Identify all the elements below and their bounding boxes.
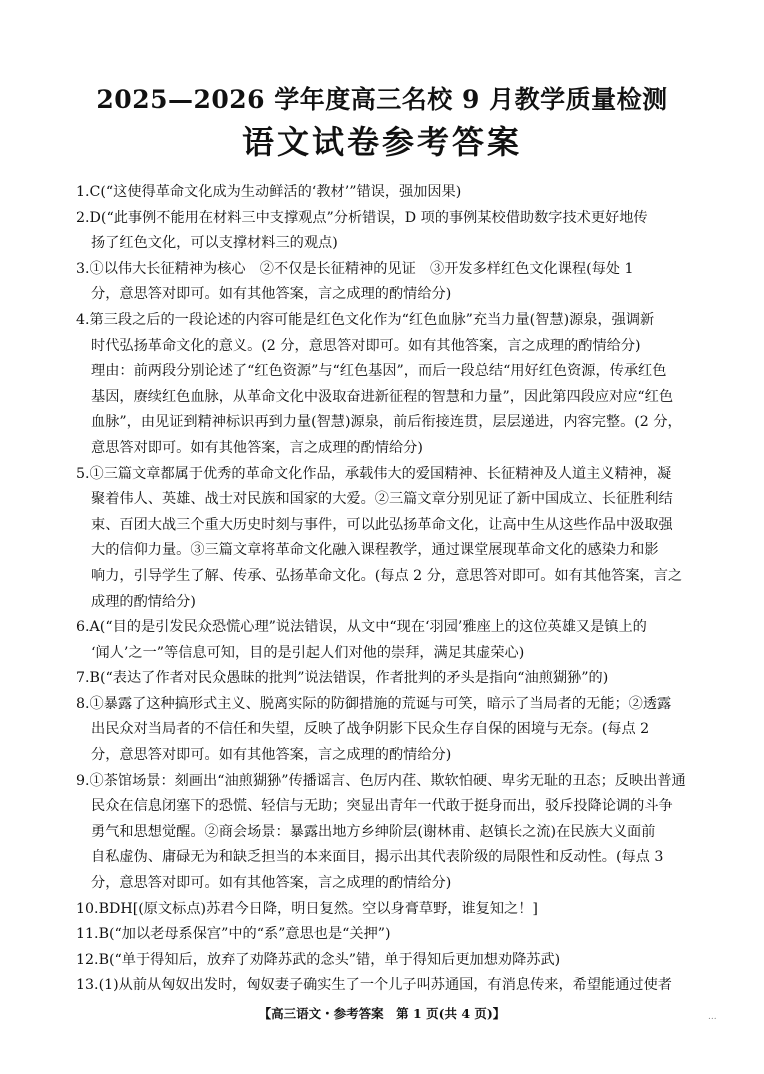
answer-list xyxy=(76,180,696,999)
answer-item-2-line: 扬了红色文化，可以支撑材料三的观点) xyxy=(91,235,338,252)
answer-item-6-line: ‘闻人’之一”等信息可知，目的是引起人们对他的崇拜，满足其虚荣心) xyxy=(91,644,525,661)
answer-item-5-line: 大的信仰力量。③三篇文章将革命文化融入课程教学，通过课堂展现革命文化的感染力和影 xyxy=(91,542,659,559)
answer-item-10: 10.BDH[(原文标点)苏君今日降，明日复然。空以身膏草野，谁复知之！] xyxy=(76,900,538,917)
answer-item-9-line: 民众在信息闭塞下的恐慌、轻信与无助；突显出青年一代敢于挺身而出，驳斥投降论调的斗争 xyxy=(91,798,673,815)
answer-item-3: 3.①以伟大长征精神为核心 ②不仅是长征精神的见证 ③开发多样红色文化课程(每处 1 xyxy=(76,260,634,277)
answer-item-1: 1.C(“这使得革命文化成为生动鲜活的‘教材’”错误，强加因果) xyxy=(76,184,462,200)
answer-item-4: 4.第三段之后的一段论述的内容可能是红色文化作为“红色血脉”充当力量(智慧)源泉，强调新 xyxy=(76,311,655,328)
answer-item-8-line: 出民众对当局者的不信任和失望，反映了战争阴影下民众生存自保的困境与无奈。(每点 2 xyxy=(91,721,650,738)
answer-item-4-line: 血脉”，由见证到精神标识再到力量(智慧)源泉，前后衔接连贯，层层递进，内容完整。(2 分， xyxy=(91,414,682,431)
answer-item-3-line: 分，意思答对即可。如有其他答案，言之成理的酌情给分) xyxy=(91,286,452,303)
answer-item-4-line: 理由：前两段分别论述了“红色资源”与“红色基因”，而后一段总结“用好红色资源，传承红色 xyxy=(91,363,667,380)
answer-item-8: 8.①暴露了这种搞形式主义、脱离实际的防御措施的荒诞与可笑，暗示了当局者的无能；②透露 xyxy=(76,695,672,712)
answer-item-6: 6.A(“目的是引发民众恐慌心理”说法错误，从文中“现在‘羽园’雅座上的这位英雄又是镇上的 xyxy=(76,619,647,636)
answer-item-5-line: 响力，引导学生了解、传承、弘扬革命文化。(每点 2 分，意思答对即可。如有其他答案，言之 xyxy=(91,567,683,584)
answer-key-title: 语文试卷参考答案 xyxy=(241,123,522,161)
answer-item-8-line: 分，意思答对即可。如有其他答案，言之成理的酌情给分) xyxy=(91,747,452,764)
answer-item-13: 13.(1)从前从匈奴出发时，匈奴妻子确实生了一个儿子叫苏通国，有消息传来，希望能通过使者 xyxy=(76,977,672,994)
answer-item-11: 11.B(“加以老母系保宫”中的“系”意思也是“关押”) xyxy=(76,926,391,943)
answer-item-4-line: 时代弘扬革命文化的意义。(2 分，意思答对即可。如有其他答案，言之成理的酌情给分) xyxy=(91,337,641,354)
answer-item-9-line: 分，意思答对即可。如有其他答案，言之成理的酌情给分) xyxy=(91,875,452,892)
exam-title: 2025—2026 学年度高三名校 9 月教学质量检测 xyxy=(96,85,668,114)
page-mark: ... xyxy=(708,1012,717,1022)
answer-item-4-line: 基因，赓续红色血脉，从革命文化中汲取奋进新征程的智慧和力量”，因此第四段应对应“红色 xyxy=(91,388,674,405)
answer-item-4-line: 意思答对即可。如有其他答案，言之成理的酌情给分) xyxy=(91,439,423,456)
answer-item-12: 12.B(“单于得知后，放弃了劝降苏武的念头”错，单于得知后更加想劝降苏武) xyxy=(76,951,561,968)
answer-item-5-line: 聚着伟人、英雄、战士对民族和国家的大爱。②三篇文章分别见证了新中国成立、长征胜利结 xyxy=(91,491,673,508)
answer-item-9-line: 自私虚伪、庸碌无为和缺乏担当的本来面目，揭示出其代表阶级的局限性和反动性。(每点 3 xyxy=(91,849,664,866)
answer-item-7: 7.B(“表达了作者对民众愚昧的批判”说法错误，作者批判的矛头是指向“油煎猢狲”的) xyxy=(76,670,609,687)
page-footer: 【高三语文・参考答案 第 1 页(共 4 页)】 xyxy=(258,1006,506,1021)
answer-item-5-line: 束、百团大战三个重大历史时刻与事件，可以此弘扬革命文化，让高中生从这些作品中汲取强 xyxy=(91,516,673,533)
answer-item-9: 9.①茶馆场景：刻画出“油煎猢狲”传播谣言、色厉内荏、欺软怕硬、卑劣无耻的丑态；反映出普通 xyxy=(76,772,686,789)
answer-item-9-line: 勇气和思想觉醒。②商会场景：暴露出地方乡绅阶层(谢林甫、赵镇长之流)在民族大义面前 xyxy=(91,823,656,840)
answer-item-5: 5.①三篇文章都属于优秀的革命文化作品，承载伟大的爱国精神、长征精神及人道主义精神，凝 xyxy=(76,465,672,482)
answer-item-5-line: 成理的酌情给分) xyxy=(91,593,196,610)
answer-item-2: 2.D(“此事例不能用在材料三中支撑观点”分析错误，D 项的事例某校借助数字技术更好地传 xyxy=(76,209,648,226)
